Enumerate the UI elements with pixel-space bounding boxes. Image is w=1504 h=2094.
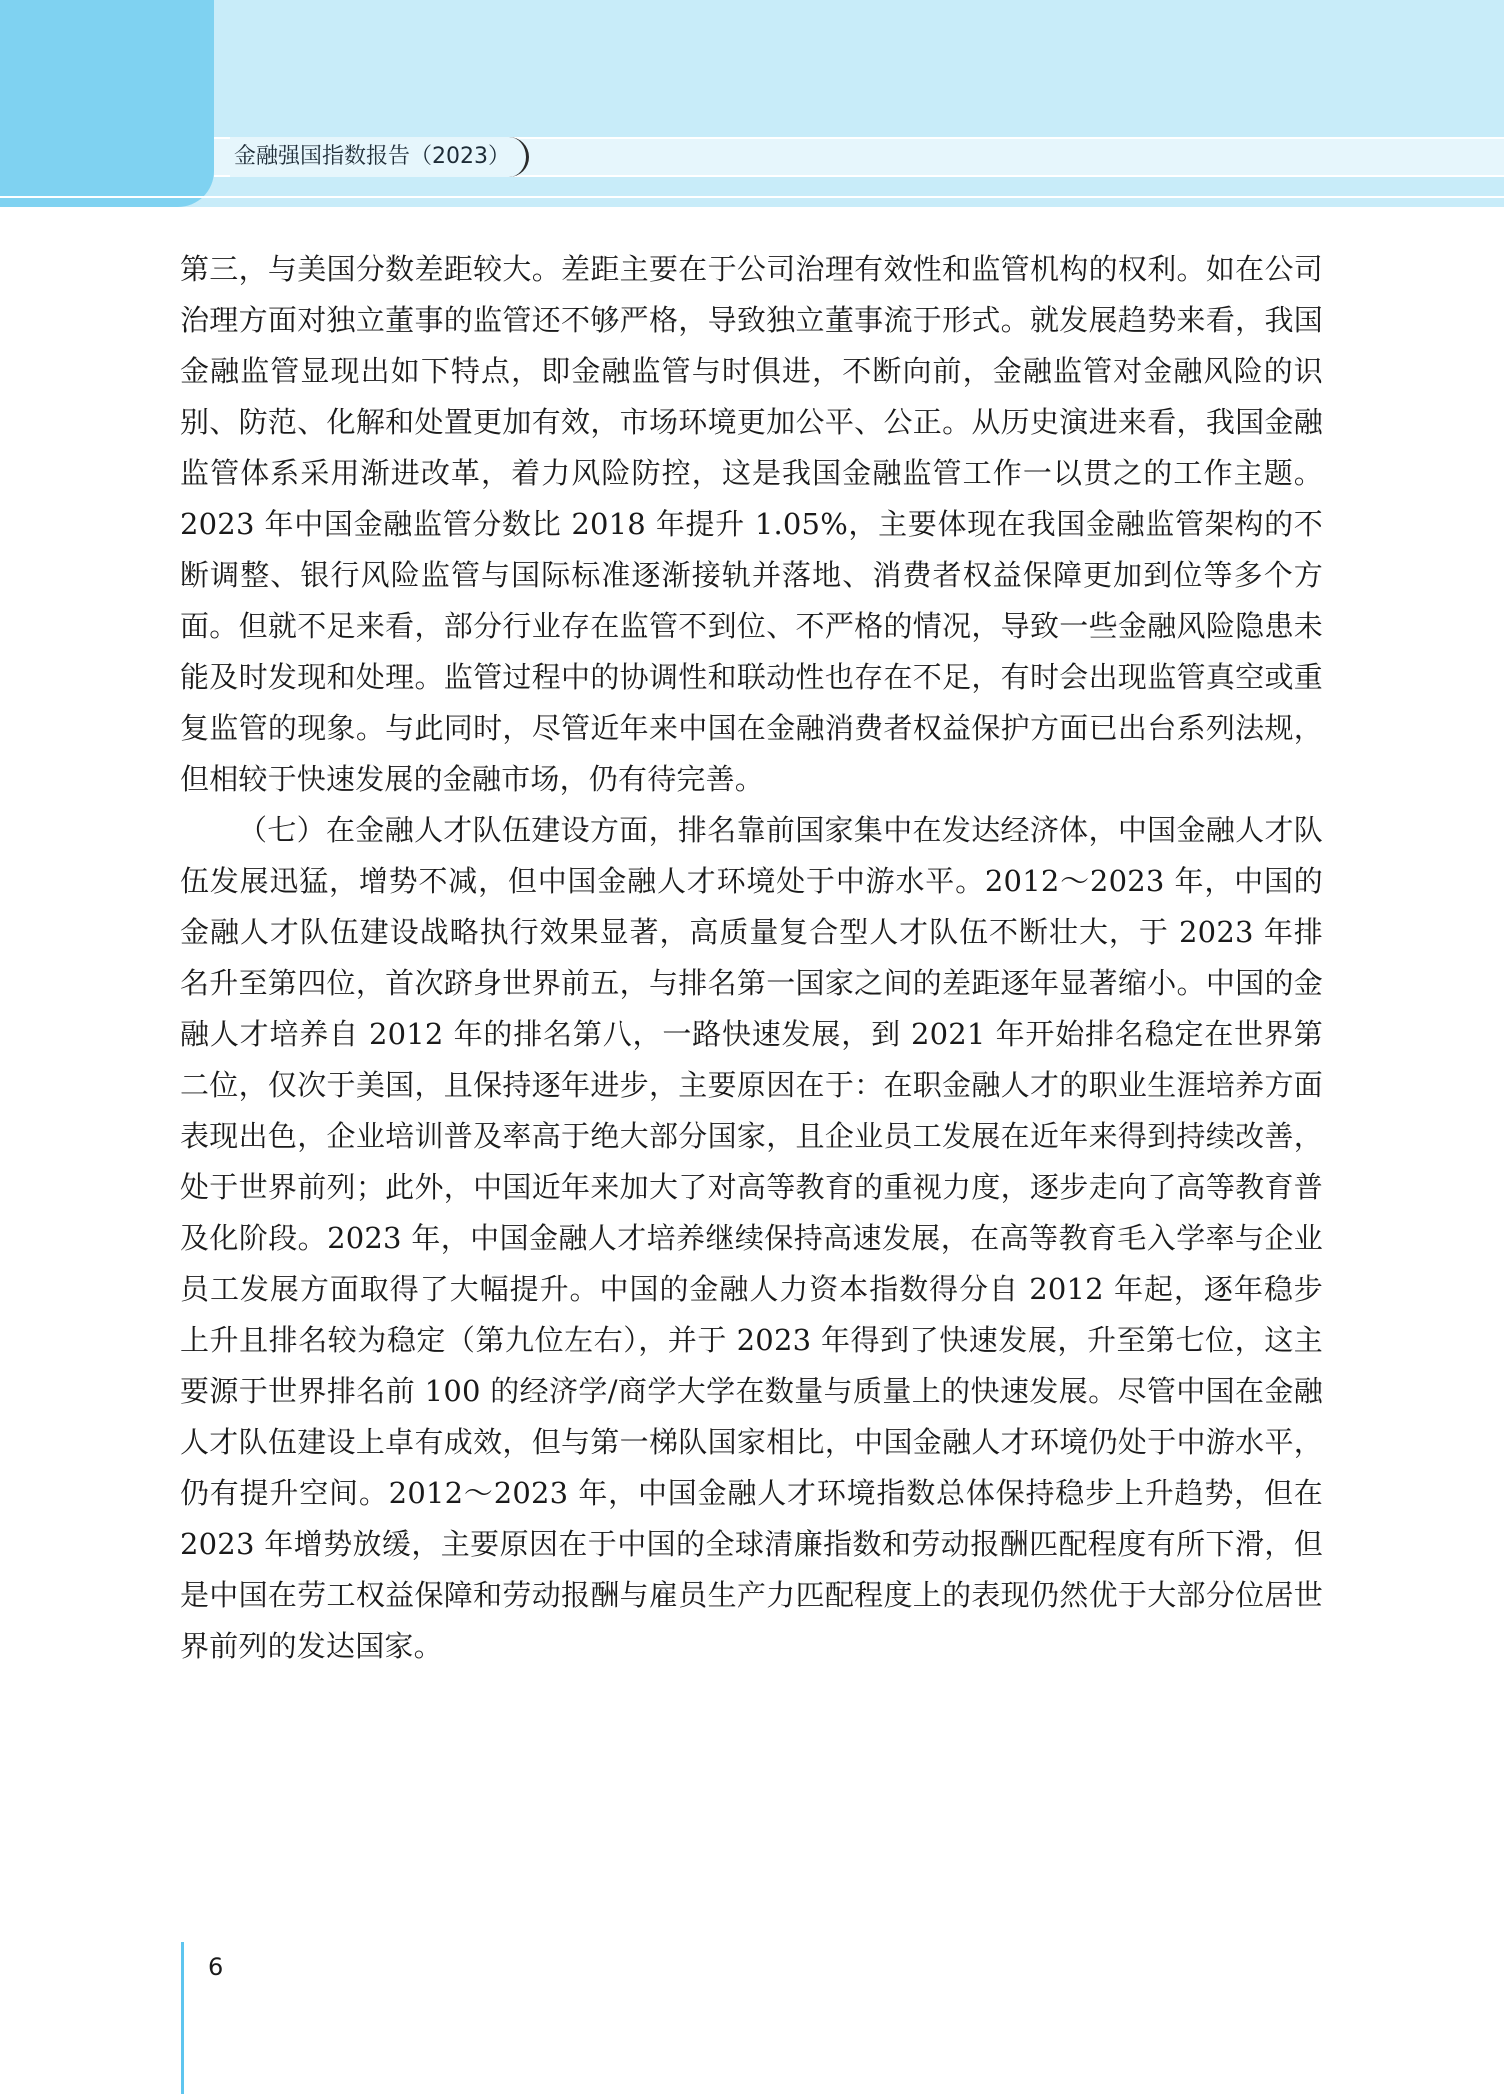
body-text <box>180 244 1323 1672</box>
header-rule <box>0 196 1504 198</box>
paragraph-talent: （七）在金融人才队伍建设方面，排名靠前国家集中在发达经济体，中国金融人才队伍发展迅猛，增势不减，但中国金融人才环境处于中游水平。2012～2023 年，中国的金融人才队伍建设战略执行效果显著，高质量复合型人才队伍不断壮大，于 2023 年排名升至第四位，首次跻身世界前五，与排名第一国家之间的差距逐年显著缩小。中国的金融人才培养自 2012 年的排名第八，一路快速发展，到 2021 年开始排名稳定在世界第二位，仅次于美国，且保持逐年进步，主要原因在于：在职金融人才的职业生涯培养方面表现出色，企业培训普及率高于绝大部分国家，且企业员工发展在近年来得到持续改善，处于世界前列；此外，中国近年来加大了对高等教育的重视力度，逐步走向了高等教育普及化阶段。2023 年，中国金融人才培养继续保持高速发展，在高等教育毛入学率与企业员工发展方面取得了大幅提升。中国的金融人力资本指数得分自 2012 年起，逐年稳步上升且排名较为稳定（第九位左右），并于 2023 年得到了快速发展，升至第七位，这主要源于世界排名前 100 的经济学/商学大学在数量与质量上的快速发展。尽管中国在金融人才队伍建设上卓有成效，但与第一梯队国家相比，中国金融人才环境仍处于中游水平，仍有提升空间。2012～2023 年，中国金融人才环境指数总体保持稳步上升趋势，但在 2023 年增势放缓，主要原因在于中国的全球清廉指数和劳动报酬匹配程度有所下滑，但是中国在劳工权益保障和劳动报酬与雇员生产力匹配程度上的表现仍然优于大部分位居世界前列的发达国家。 <box>180 813 1323 1663</box>
running-header-title: 金融强国指数报告（2023） <box>230 137 529 177</box>
page-margin-rule <box>181 1942 184 2094</box>
header-tab <box>0 0 214 207</box>
paragraph-supervision: 第三，与美国分数差距较大。差距主要在于公司治理有效性和监管机构的权利。如在公司治理方面对独立董事的监管还不够严格，导致独立董事流于形式。就发展趋势来看，我国金融监管显现出如下特点，即金融监管与时俱进，不断向前，金融监管对金融风险的识别、防范、化解和处置更加有效，市场环境更加公平、公正。从历史演进来看，我国金融监管体系采用渐进改革，着力风险防控，这是我国金融监管工作一以贯之的工作主题。2023 年中国金融监管分数比 2018 年提升 1.05%，主要体现在我国金融监管架构的不断调整、银行风险监管与国际标准逐渐接轨并落地、消费者权益保障更加到位等多个方面。但就不足来看，部分行业存在监管不到位、不严格的情况，导致一些金融风险隐患未能及时发现和处理。监管过程中的协调性和联动性也存在不足，有时会出现监管真空或重复监管的现象。与此同时，尽管近年来中国在金融消费者权益保护方面已出台系列法规，但相较于快速发展的金融市场，仍有待完善。 <box>180 252 1323 796</box>
page-number: 6 <box>208 1953 224 1981</box>
